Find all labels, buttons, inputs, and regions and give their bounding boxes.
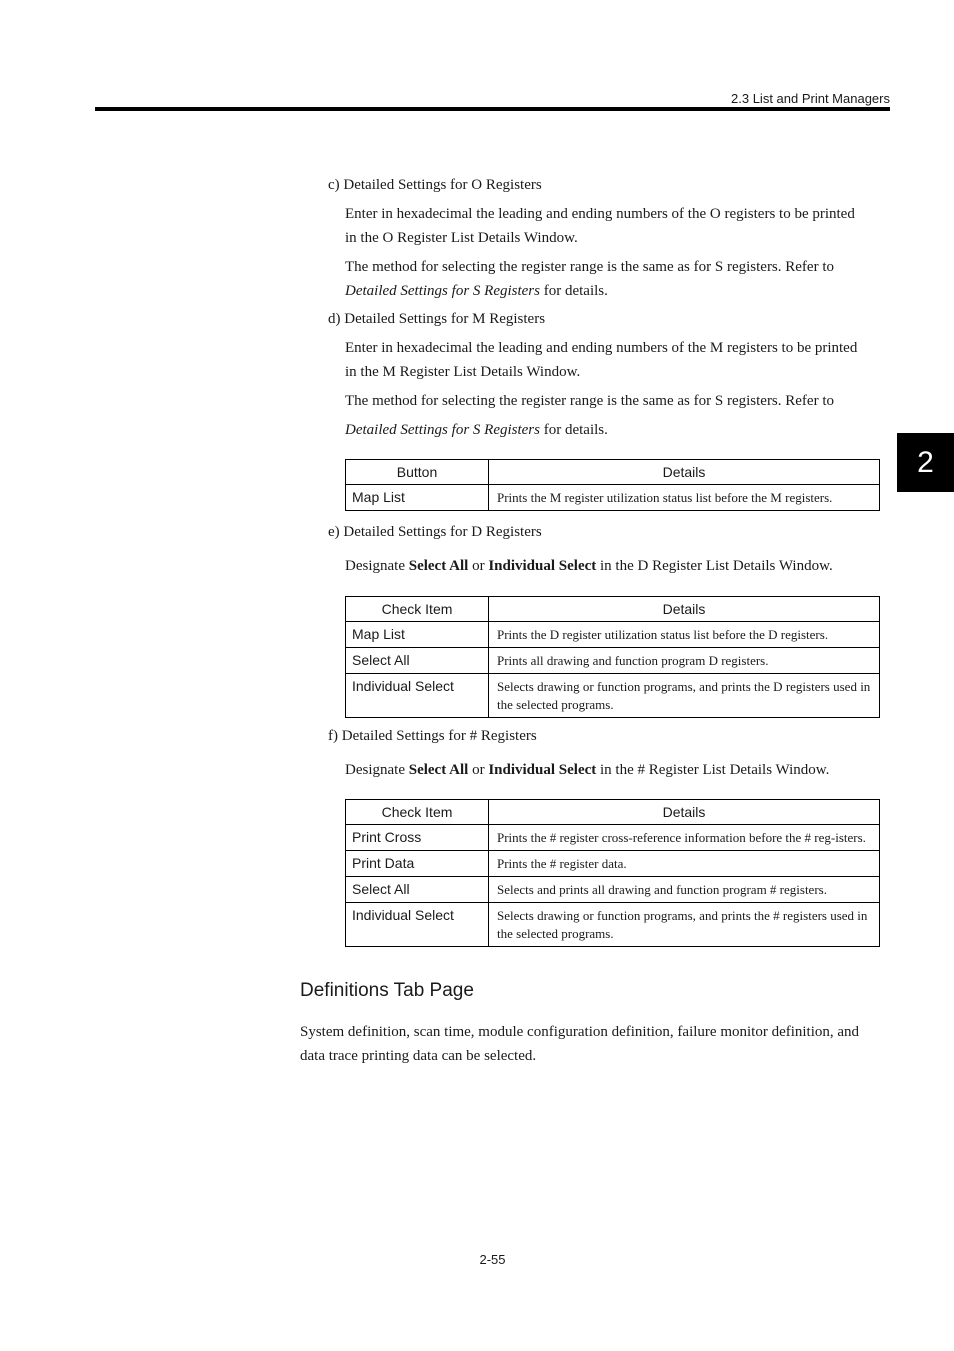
m-registers-line2: in the M Register List Details Window. — [345, 364, 581, 380]
running-header: 2.3 List and Print Managers — [731, 91, 890, 106]
hash-rest-text: in the # Register List Details Window. — [596, 762, 830, 778]
table-cell-details: Selects drawing or function programs, and prints the # registers used in the selected programs. — [489, 903, 880, 947]
table-row — [346, 674, 880, 718]
table-header-row — [346, 460, 880, 485]
table-header-row — [346, 597, 880, 622]
table-cell-details: Prints all drawing and function program D registers. — [489, 648, 880, 674]
o-registers-heading: c) Detailed Settings for O Registers — [328, 177, 542, 193]
d-select-all-term: Select All — [408, 558, 469, 574]
table-header-details: Details — [489, 460, 880, 485]
m-registers-heading: d) Detailed Settings for M Registers — [328, 311, 546, 327]
table-cell-details: Prints the # register data. — [489, 851, 880, 877]
table-cell-item: Map List — [346, 485, 489, 511]
m-registers-table — [345, 459, 880, 511]
d-rest-text: in the D Register List Details Window. — [596, 558, 833, 574]
table-row — [346, 877, 880, 903]
o-registers-line2: in the O Register List Details Window. — [345, 230, 578, 246]
m-registers-line1: Enter in hexadecimal the leading and ending numbers of the M registers to be printed — [345, 340, 858, 356]
m-registers-ref: Detailed Settings for S Registers — [345, 422, 540, 438]
m-registers-ref-suffix: for details. — [539, 422, 608, 438]
o-registers-line1: Enter in hexadecimal the leading and ending numbers of the O registers to be printed — [345, 206, 855, 222]
page-number: 2-55 — [479, 1252, 506, 1267]
table-cell-details: Prints the D register utilization status list before the D registers. — [489, 622, 880, 648]
d-designate-text: Designate — [345, 558, 409, 574]
table-header-button: Button — [346, 460, 489, 485]
table-cell-item: Individual Select — [346, 903, 489, 947]
table-cell-details: Selects and prints all drawing and function program # registers. — [489, 877, 880, 903]
table-cell-details: Prints the # register cross-reference information before the # reg-isters. — [489, 825, 880, 851]
table-header-row — [346, 800, 880, 825]
table-header-details: Details — [489, 800, 880, 825]
o-registers-ref: Detailed Settings for S Registers — [345, 283, 540, 299]
table-header-details: Details — [489, 597, 880, 622]
chapter-tab: 2 — [897, 433, 954, 492]
hash-select-all-term: Select All — [408, 762, 469, 778]
hash-or-text: or — [468, 762, 489, 778]
o-registers-ref-line — [345, 279, 895, 303]
hash-registers-designate — [345, 758, 895, 782]
table-cell-item: Individual Select — [346, 674, 489, 718]
table-cell-details: Selects drawing or function programs, and prints the D registers used in the selected programs. — [489, 674, 880, 718]
table-cell-item: Select All — [346, 877, 489, 903]
o-registers-line3: The method for selecting the register range is the same as for S registers. Refer to — [345, 259, 835, 275]
d-or-text: or — [468, 558, 489, 574]
hash-individual-select-term: Individual Select — [488, 762, 597, 778]
hash-designate-text: Designate — [345, 762, 409, 778]
definitions-section-title: Definitions Tab Page — [300, 980, 474, 1001]
d-registers-designate — [345, 554, 895, 578]
table-row — [346, 903, 880, 947]
table-row — [346, 485, 880, 511]
d-registers-heading: e) Detailed Settings for D Registers — [328, 524, 542, 540]
table-header-check-item: Check Item — [346, 597, 489, 622]
table-cell-item: Select All — [346, 648, 489, 674]
definitions-body: System definition, scan time, module configuration definition, failure monitor definition, and data trace printing data can be selected. — [300, 1024, 860, 1064]
d-individual-select-term: Individual Select — [488, 558, 597, 574]
d-registers-table — [345, 596, 880, 718]
table-cell-item: Print Cross — [346, 825, 489, 851]
table-cell-item: Map List — [346, 622, 489, 648]
table-cell-item: Print Data — [346, 851, 489, 877]
table-cell-details: Prints the M register utilization status list before the M registers. — [489, 485, 880, 511]
hash-registers-heading: f) Detailed Settings for # Registers — [328, 728, 537, 744]
table-row — [346, 851, 880, 877]
m-registers-line3: The method for selecting the register range is the same as for S registers. Refer to — [345, 393, 835, 409]
m-registers-ref-line — [345, 418, 895, 442]
table-row — [346, 825, 880, 851]
table-row — [346, 622, 880, 648]
table-header-check-item: Check Item — [346, 800, 489, 825]
header-rule — [95, 107, 890, 111]
table-row — [346, 648, 880, 674]
hash-registers-table — [345, 799, 880, 947]
o-registers-ref-suffix: for details. — [539, 283, 608, 299]
